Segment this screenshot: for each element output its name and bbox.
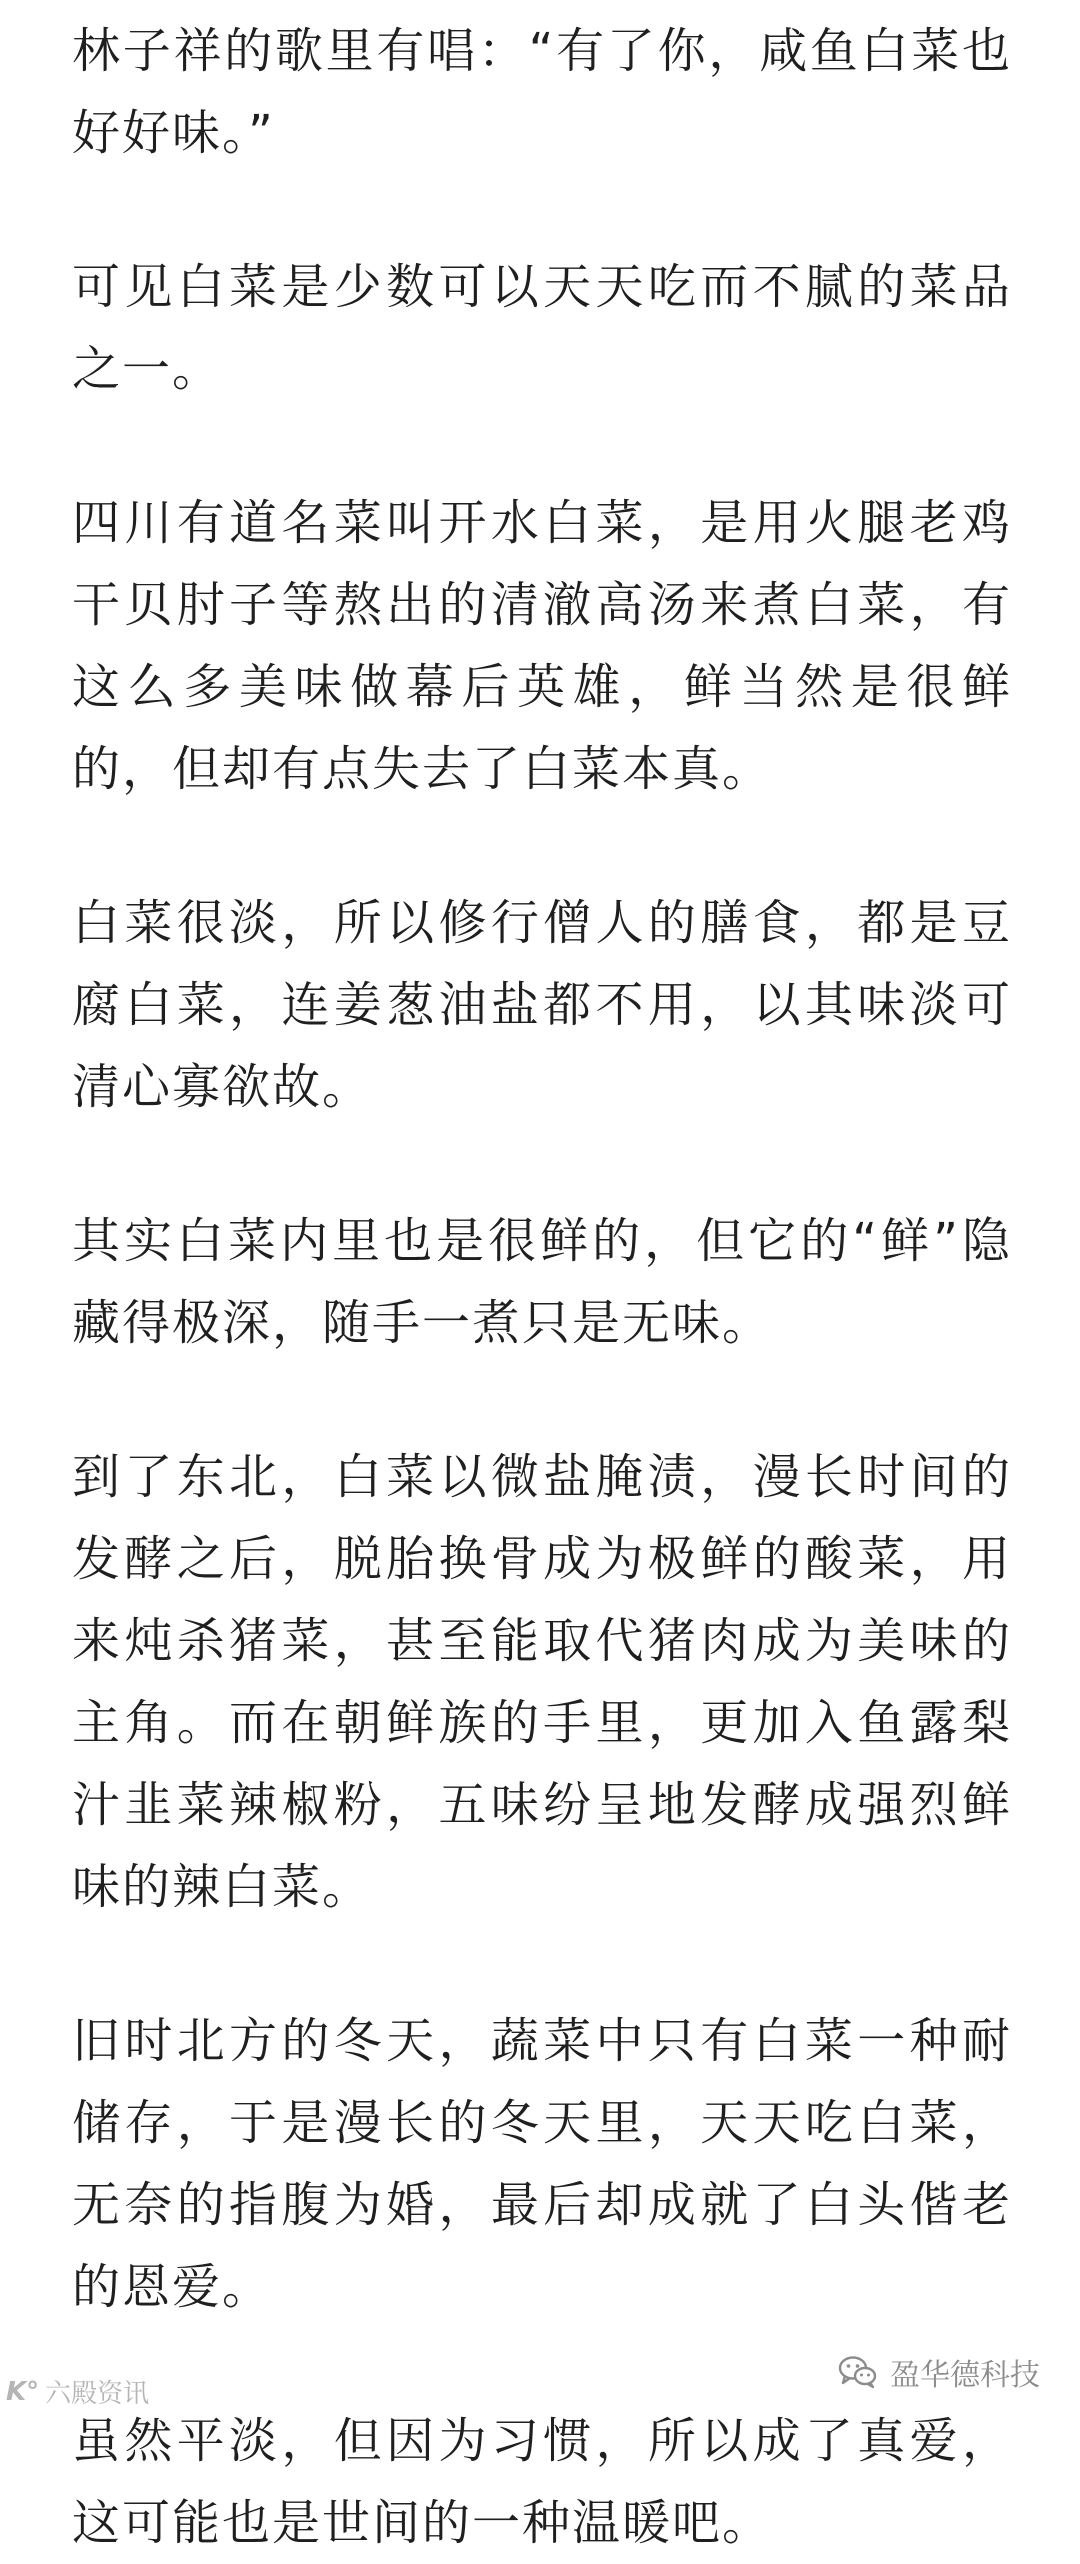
watermark-text: 六殿资讯: [45, 2379, 150, 2409]
paragraph: 林子祥的歌里有唱：“有了你，咸鱼白菜也好好味。”: [72, 23, 1012, 161]
brand-name: 盈华德科技: [890, 2358, 1040, 2393]
paragraph: 虽然平淡，但因为习惯，所以成了真爱，这可能也是世间的一种温暖吧。: [72, 2413, 1012, 2551]
footer: [0, 2344, 1080, 2416]
article-body: [72, 0, 1012, 2564]
wechat-icon: [838, 2355, 878, 2389]
brand-signature: [838, 2350, 1040, 2394]
source-watermark: [6, 2373, 149, 2410]
paragraph: 旧时北方的冬天，蔬菜中只有白菜一种耐储存，于是漫长的冬天里，天天吃白菜，无奈的指腹为婚，最后却成就了白头偕老的恩爱。: [72, 2013, 1012, 2315]
paragraph: 到了东北，白菜以微盐腌渍，漫长时间的发酵之后，脱胎换骨成为极鲜的酸菜，用来炖杀猪菜，甚至能取代猪肉成为美味的主角。而在朝鲜族的手里，更加入鱼露梨汁韭菜辣椒粉，五味纷呈地发酵成强烈鲜味的辣白菜。: [72, 1449, 1012, 1915]
paragraph: 四川有道名菜叫开水白菜，是用火腿老鸡干贝肘子等熬出的清澈高汤来煮白菜，有这么多美味做幕后英雄，鲜当然是很鲜的，但却有点失去了白菜本真。: [72, 495, 1012, 797]
paragraph: 其实白菜内里也是很鲜的，但它的“鲜”隐藏得极深，随手一煮只是无味。: [72, 1213, 1012, 1351]
paragraph: 可见白菜是少数可以天天吃而不腻的菜品之一。: [72, 259, 1012, 397]
paragraph: 白菜很淡，所以修行僧人的膳食，都是豆腐白菜，连姜葱油盐都不用，以其味淡可清心寡欲故。: [72, 895, 1012, 1115]
watermark-logo: K°: [6, 2376, 40, 2407]
